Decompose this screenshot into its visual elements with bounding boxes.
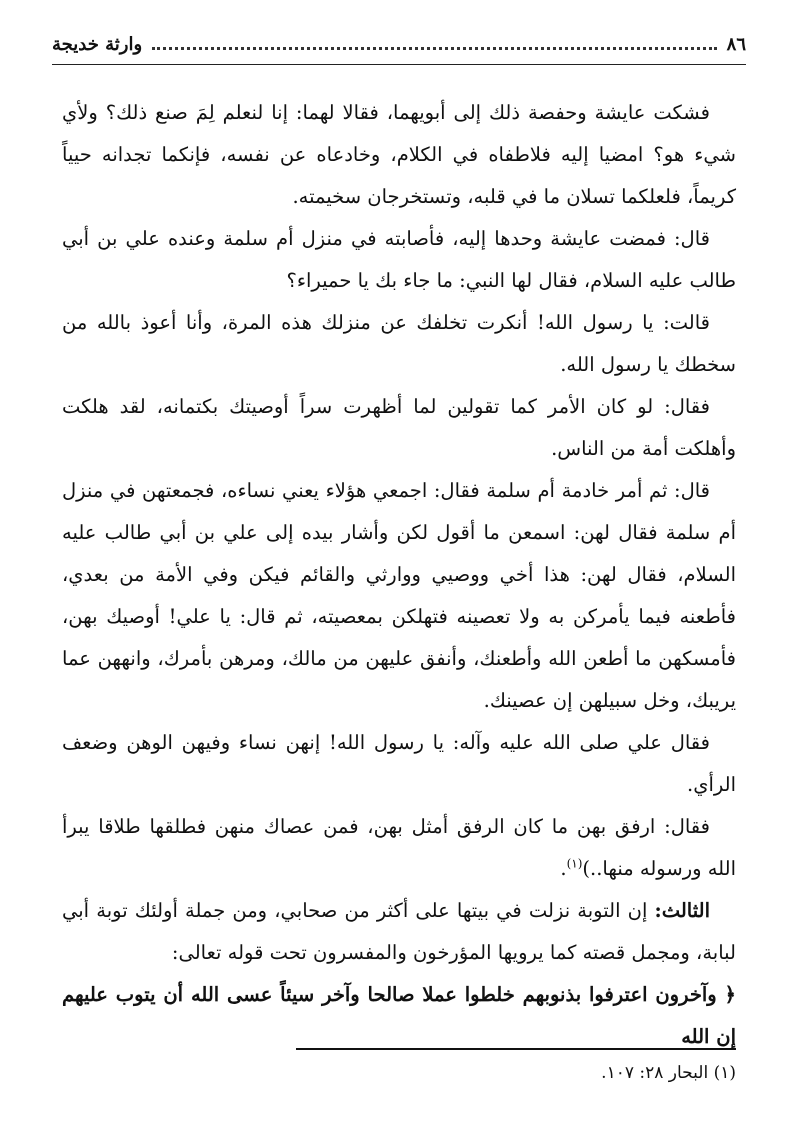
section-lead: الثالث: — [654, 899, 710, 922]
running-title: وارثة خديجة — [52, 33, 143, 55]
footnote: (١) البحار ٢٨: ١٠٧. — [601, 1063, 736, 1083]
paragraph: قال: فمضت عايشة وحدها إليه، فأصابته في منزل أم سلمة وعنده علي بن أبي طالب عليه السلام، فقال لها النبي: ما جاء بك يا حميراء؟ — [62, 227, 736, 292]
page-body — [62, 92, 736, 1058]
header-rule — [52, 64, 746, 65]
paragraph: فقال علي صلى الله عليه وآله: يا رسول الله! إنهن نساء وفيهن الوهن وضعف الرأي. — [62, 731, 736, 796]
paragraph: الثالث: إن التوبة نزلت في بيتها على أكثر من صحابي، ومن جملة أولئك توبة أبي لبابة، ومجمل قصته كما يرويها المؤرخون والمفسرون تحت قوله تعالى: — [62, 899, 736, 964]
paragraph: فشكت عايشة وحفصة ذلك إلى أبويهما، فقالا لهما: إنا لنعلم لِمَ صنع ذلك؟ ولأي شيء هو؟ امضيا إليه فلاطفاه في الكلام، وخادعاه عن نفسه، فإنكما تجدانه حيياً كريماً، فلعلكما تسلان ما في قلبه، وتستخرجان سخيمته. — [62, 101, 736, 208]
paragraph: قالت: يا رسول الله! أنكرت تخلفك عن منزلك هذه المرة، وأنا أعوذ بالله من سخطك يا رسول الله. — [62, 311, 736, 376]
header-dot-leader — [152, 47, 716, 50]
paragraph: فقال: ارفق بهن ما كان الرفق أمثل بهن، فمن عصاك منهن فطلقها طلاقا يبرأ الله ورسوله منها..)$^{(١)}$. — [62, 815, 736, 880]
paragraph: فقال: لو كان الأمر كما تقولين لما أظهرت سراً أوصيتك بكتمانه، لقد هلكت وأهلكت أمة من الناس. — [62, 395, 736, 460]
footnote-reference: (١) — [566, 856, 583, 871]
footnote-rule — [296, 1048, 736, 1050]
page-number: ٨٦ — [726, 33, 746, 55]
paragraph: قال: ثم أمر خادمة أم سلمة فقال: اجمعي هؤلاء يعني نساءه، فجمعتهن في منزل أم سلمة فقال لهن: اسمعن ما أقول لكن وأشار بيده إلى علي بن أبي طالب عليه السلام، فقال لهن: هذا أخي ووصيي ووارثي والقائم فيكن وفي الأمة من بعدي، فأطعنه فيما يأمركن به ولا تعصينه فتهلكن بمعصيته، ثم قال: يا علي! أوصيك بهن، فأمسكهن ما أطعن الله وأطعنك، وأنفق عليهن من مالك، ومرهن بأمرك، وانههن عما يريبك، وخل سبيلهن إن عصينك. — [62, 479, 736, 712]
quran-verse: ﴿ وآخرون اعترفوا بذنوبهم خلطوا عملا صالحا وآخر سيئاً عسى الله أن يتوب عليهم إن الله — [62, 983, 736, 1048]
page-header — [52, 28, 746, 60]
